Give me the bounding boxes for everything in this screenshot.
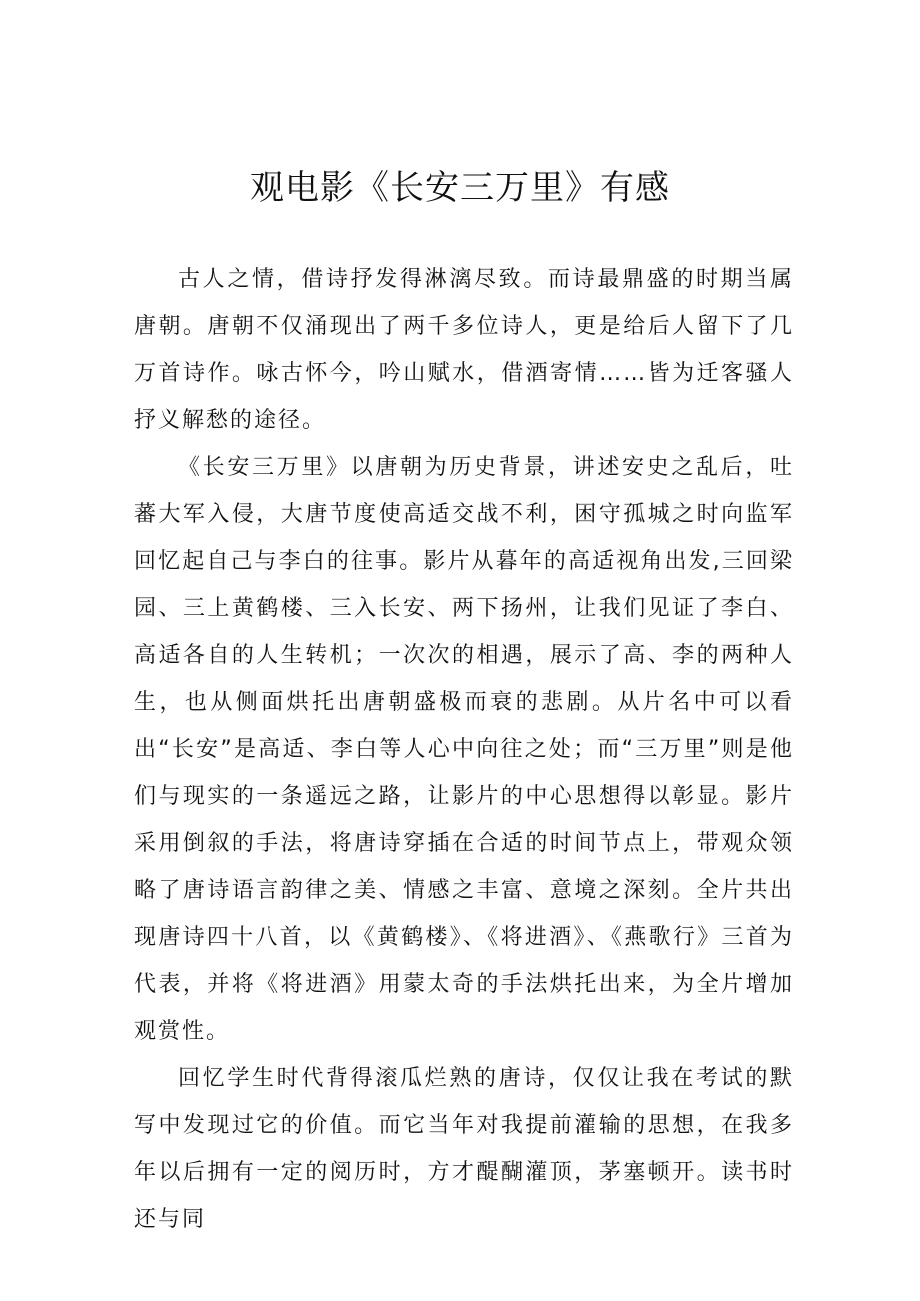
paragraph-reflection: 回忆学生时代背得滚瓜烂熟的唐诗，仅仅让我在考试的默写中发现过它的价值。而它当年对我提前灌输的思想，在我多年以后拥有一定的阅历时，方才醍醐灌顶，茅塞顿开。读书时还与同 [134,1066,794,1232]
paragraph-intro: 古人之情，借诗抒发得淋漓尽致。而诗最鼎盛的时期当属唐朝。唐朝不仅涌现出了两千多位诗人，更是给后人留下了几万首诗作。咏古怀今，吟山赋水，借酒寄情……皆为迁客骚人抒义解愁的途径。 [134,267,794,433]
document-body [134,256,794,1243]
document-title: 观电影《长安三万里》有感 [250,168,670,208]
paragraph-film-summary: 《长安三万里》以唐朝为历史背景，讲述安史之乱后，吐蕃大军入侵，大唐节度使高适交战不利，困守孤城之时向监军回忆起自己与李白的往事。影片从暮年的高适视角出发,三回梁园、三上黄鹤楼、三入长安、两下扬州，让我们见证了李白、高适各自的人生转机；一次次的相遇，展示了高、李的两种人生，也从侧面烘托出唐朝盛极而衰的悲剧。从片名中可以看出“长安”是高适、李白等人心中向往之处；而“三万里”则是他们与现实的一条遥远之路，让影片的中心思想得以彰显。影片采用倒叙的手法，将唐诗穿插在合适的时间节点上，带观众领略了唐诗语言韵律之美、情感之丰富、意境之深刻。全片共出现唐诗四十八首，以《黄鹤楼》、《将进酒》、《燕歌行》三首为代表，并将《将进酒》用蒙太奇的手法烘托出来，为全片增加观赏性。 [134,455,794,1044]
